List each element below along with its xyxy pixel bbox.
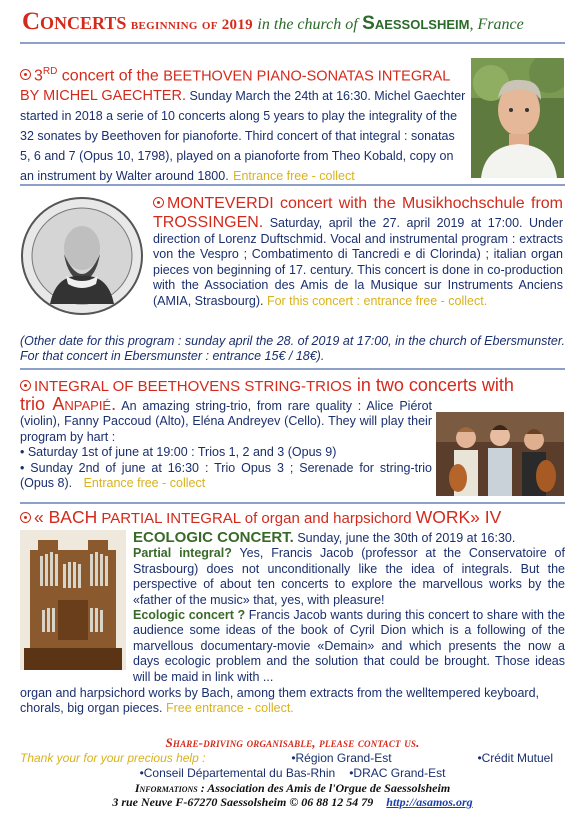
sponsor-conseil: •Conseil Départemental du Bas-Rhin	[139, 766, 336, 780]
s3-text	[20, 394, 432, 491]
flower-icon	[20, 512, 31, 523]
footer	[20, 735, 565, 809]
sponsor-region: •Région Grand-Est	[291, 751, 392, 765]
s3-item-2: • Sunday 2nd of june at 16:30 : Trio Opus 3 ; Serenade for string-trio (Opus 8).	[20, 460, 432, 491]
s4-text	[133, 530, 565, 685]
organ-photo	[20, 530, 126, 670]
divider	[20, 42, 565, 44]
title-beginning: beginning of 2019	[130, 17, 253, 33]
s4-date: Sunday, june the 30th of 2019 at 16:30.	[293, 531, 516, 545]
s4-title-bach: « BACH	[34, 507, 98, 527]
s4-p1: Yes, Francis Jacob (professor at the Conservatoire of Strasbourg) does not unconditionally like the idea of integrals. But the perspective of about ten concerts to explore the marvellous works by the «father of the music» that, yes, with pleasure!	[133, 546, 565, 607]
title-church: in the church of	[257, 16, 358, 33]
divider	[20, 184, 565, 186]
s4-p1-lead: Partial integral?	[133, 546, 232, 561]
gaechter-photo	[471, 58, 564, 178]
section-monteverdi	[153, 194, 563, 309]
s1-title-num: 3	[34, 67, 43, 85]
trio-photo	[436, 412, 564, 496]
title-concerts: Concerts	[22, 8, 127, 35]
title-country: , France	[469, 16, 524, 33]
s3-trio: trio	[20, 394, 53, 414]
s4-title-end: WORK» IV	[415, 507, 502, 527]
s3-item-1: • Saturday 1st of june at 19:00 : Trios 1, 2 and 3 (Opus 9)	[20, 445, 337, 460]
divider	[20, 502, 565, 504]
s3-title-main: INTEGRAL OF BEETHOVENS STRING-TRIOS	[34, 378, 352, 395]
s1-title-main: BEETHOVEN PIANO-SONATAS INTEGRAL BY MICHEL GAECHTER.	[20, 68, 450, 105]
s1-entrance: Entrance free - collect	[233, 169, 355, 184]
flower-icon	[20, 69, 31, 80]
s1-body: Sunday March the 24th at 16:30. Michel Gaechter started in 2018 a serie of 10 concerts along 5 years to play the integrality of the 32 sonates by Beethoven for pianoforte. Third concert of that integral : sonatas 5, 6 and 7 (Opus 10, 1798), played on a pianoforte from Theo Kobald, copy on an instrument by Walter around 1800.	[20, 89, 466, 184]
s3-trio-name: Anpapié	[52, 394, 112, 414]
flower-icon	[153, 197, 164, 208]
page-title	[22, 8, 562, 36]
s2-body: Saturday, april the 27. april 2019 at 17:00. Under direction of Lorenz Duftschmid. Vocal and instrumental program : extracts von the Vespro ; Combatimento di Tancredi e di Clorinda) ; italian organ pieces von beginning of 17. century. This concert is done in co-production with the Association des Amis de la Musique sur Instruments Anciens (AMIA, Strasbourg).	[153, 216, 563, 308]
s4-entrance: Free entrance - collect.	[165, 701, 294, 716]
sponsor-credit: •Crédit Mutuel	[477, 751, 553, 765]
info-association: Association des Amis de l'Orgue de Saessolsheim	[204, 781, 451, 795]
s3-body: An amazing string-trio, from rare quality : Alice Piérot (violin), Fanny Paccoud (Alto), Eléna Andreyev (Cello). They will play their program by hart :	[20, 399, 432, 444]
info-lead: Informations :	[134, 781, 205, 795]
divider	[20, 368, 565, 370]
section-beethoven-sonatas	[20, 62, 468, 186]
share-driving: Share-driving organisable, please contact us.	[165, 735, 420, 750]
section-bach	[20, 508, 565, 528]
s4-p2: Francis Jacob wants during this concert to share with the audience some ideas of the book of Cyril Dion which is a following of the marvellous documentary-movie «Demain» and which presents the now a days ecologic problem and the solution that could be brought. Those ideas will be maid in link with ...	[133, 608, 565, 684]
thanks-text: Thank your for your precious help :	[20, 751, 206, 765]
s4-p3: organ and harpsichord works by Bach, among them extracts from the welltempered keyboard, chorals, big organ pieces.	[20, 686, 540, 716]
s2-entrance: For this concert : entrance free - collect.	[266, 293, 488, 308]
section-string-trios	[20, 376, 565, 396]
s3-entrance: Entrance free - collect	[83, 476, 206, 491]
s4-p2-lead: Ecologic concert ?	[133, 608, 246, 623]
s3-trio-dot: .	[111, 394, 117, 414]
address: 3 rue Neuve F-67270 Saessolsheim © 06 88 12 54 79	[112, 795, 374, 809]
s2-other-date: (Other date for this program : sunday april the 28. of 2019 at 17:00, in the church of Ebersmunster. For that concert in Ebersmunster : entrance 15€ / 18€).	[20, 334, 565, 364]
s4-eco: ECOLOGIC CONCERT.	[133, 529, 294, 546]
title-place: Saessolsheim	[362, 13, 470, 34]
website-link[interactable]: http://asamos.org	[386, 795, 473, 809]
flower-icon	[20, 380, 31, 391]
s3-title-rest: in two concerts with	[351, 375, 514, 395]
s2-title: MONTEVERDI concert with the Musikhochschule from TROSSINGEN.	[153, 195, 563, 231]
monteverdi-portrait	[20, 194, 144, 318]
s1-title-sup: RD	[42, 66, 58, 77]
s4-title-mid: PARTIAL INTEGRAL of organ and harpsichord	[97, 510, 416, 527]
s1-title-mid: concert of the	[57, 67, 164, 85]
sponsor-drac: •DRAC Grand-Est	[349, 766, 446, 780]
s4-works	[20, 686, 565, 717]
